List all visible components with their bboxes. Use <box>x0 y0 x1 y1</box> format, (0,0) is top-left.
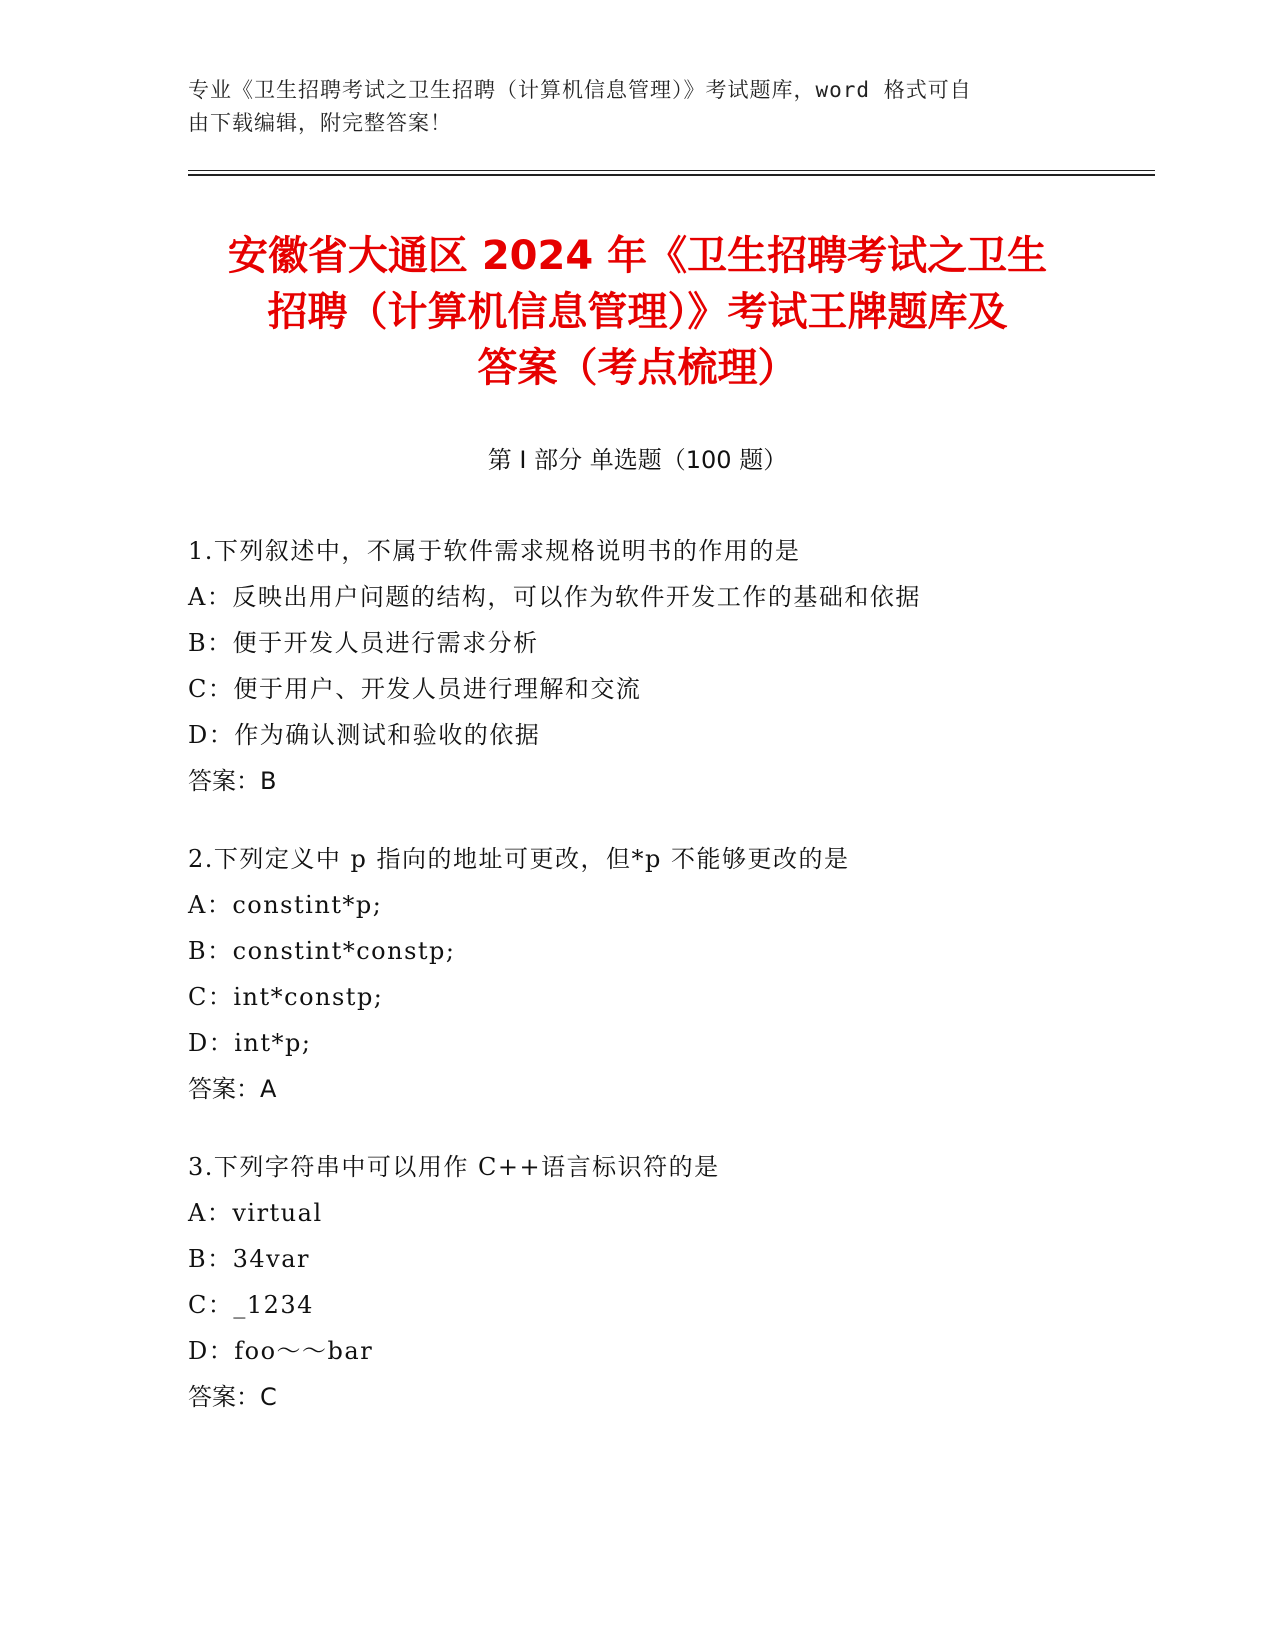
option-d: D：作为确认测试和验收的依据 <box>188 721 541 749</box>
title-line-3: 答案（考点梳理） <box>477 345 798 391</box>
answer: 答案：A <box>188 1075 277 1103</box>
title-line-1: 安徽省大通区 2024 年《卫生招聘考试之卫生 <box>227 233 1048 279</box>
option-b: B：34var <box>188 1245 311 1273</box>
question-3 <box>188 1144 1148 1420</box>
option-a: A：反映出用户问题的结构，可以作为软件开发工作的基础和依据 <box>188 583 921 611</box>
section-heading: 第 I 部分 单选题（100 题） <box>487 446 788 474</box>
document-title <box>150 228 1125 396</box>
question-stem: 3.下列字符串中可以用作 C++语言标识符的是 <box>188 1153 720 1181</box>
question-stem: 1.下列叙述中，不属于软件需求规格说明书的作用的是 <box>188 537 801 565</box>
header-divider-thick <box>188 174 1155 176</box>
header-note-line-1: 专业《卫生招聘考试之卫生招聘（计算机信息管理）》考试题库，word 格式可自 <box>188 78 972 102</box>
option-b: B：constint*constp; <box>188 937 456 965</box>
header-divider-thin <box>188 170 1155 171</box>
option-c: C：_1234 <box>188 1291 314 1319</box>
question-list <box>188 528 1148 1452</box>
question-1 <box>188 528 1148 804</box>
option-c: C：便于用户、开发人员进行理解和交流 <box>188 675 642 703</box>
question-2 <box>188 836 1148 1112</box>
option-d: D：foo～～bar <box>188 1337 374 1365</box>
option-d: D：int*p; <box>188 1029 312 1057</box>
option-c: C：int*constp; <box>188 983 384 1011</box>
option-a: A：virtual <box>188 1199 323 1227</box>
option-b: B：便于开发人员进行需求分析 <box>188 629 539 657</box>
title-line-2: 招聘（计算机信息管理）》考试王牌题库及 <box>267 289 1008 335</box>
question-stem: 2.下列定义中 p 指向的地址可更改，但*p 不能够更改的是 <box>188 845 850 873</box>
option-a: A：constint*p; <box>188 891 383 919</box>
answer: 答案：C <box>188 1383 277 1411</box>
header-note-line-2: 由下载编辑，附完整答案！ <box>188 111 452 135</box>
document-header-note <box>188 74 1088 140</box>
answer: 答案：B <box>188 767 277 795</box>
